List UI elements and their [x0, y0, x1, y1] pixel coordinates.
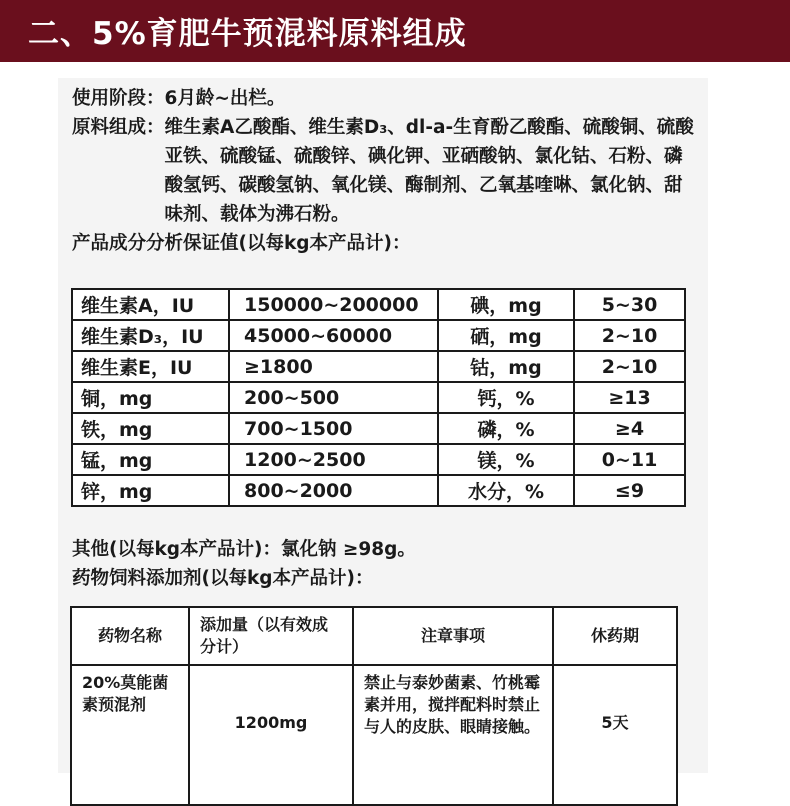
spec-item-2: 硒，mg [438, 320, 574, 351]
intro-section [72, 84, 702, 258]
spec-item-2: 镁，% [438, 444, 574, 475]
drug-notes: 禁止与泰妙菌素、竹桃霉素并用，搅拌配料时禁止与人的皮肤、眼睛接触。 [353, 665, 553, 805]
drug-table-header [71, 607, 677, 665]
usage-stage: 使用阶段：6月龄~出栏。 [72, 88, 286, 109]
other-line: 其他(以每kg本产品计)：氯化钠 ≥98g。 [72, 539, 416, 560]
drug-header-name: 药物名称 [71, 607, 189, 665]
spec-value-2: ≤9 [574, 475, 685, 506]
spec-row [72, 382, 685, 413]
spec-value: ≥1800 [229, 351, 438, 382]
drug-table-row [71, 665, 677, 805]
drug-header-amount: 添加量（以有效成分计） [189, 607, 353, 665]
banner-title: 二、5%育肥牛预混料原料组成 [28, 16, 467, 52]
header-banner [0, 0, 790, 62]
spec-item-2: 钴，mg [438, 351, 574, 382]
spec-item-2: 水分，% [438, 475, 574, 506]
spec-value: 200~500 [229, 382, 438, 413]
spec-value-2: 0~11 [574, 444, 685, 475]
spec-value-2: ≥13 [574, 382, 685, 413]
spec-item: 锌，mg [72, 475, 229, 506]
spec-item-2: 钙，% [438, 382, 574, 413]
spec-row [72, 320, 685, 351]
drug-name: 20%莫能菌素预混剂 [71, 665, 189, 805]
materials-label: 原料组成： [72, 117, 165, 138]
spec-item: 维生素A，IU [72, 289, 229, 320]
drug-amount: 1200mg [189, 665, 353, 805]
spec-item: 维生素D₃，IU [72, 320, 229, 351]
spec-value-2: 2~10 [574, 351, 685, 382]
spec-value: 700~1500 [229, 413, 438, 444]
spec-item-2: 碘，mg [438, 289, 574, 320]
spec-row [72, 475, 685, 506]
spec-value: 150000~200000 [229, 289, 438, 320]
drug-heading: 药物饲料添加剂(以每kg本产品计)： [72, 568, 374, 589]
spec-row [72, 289, 685, 320]
spec-value: 45000~60000 [229, 320, 438, 351]
spec-value-2: 2~10 [574, 320, 685, 351]
spec-row [72, 413, 685, 444]
spec-item: 维生素E，IU [72, 351, 229, 382]
drug-header-withdrawal: 休药期 [553, 607, 677, 665]
spec-row [72, 351, 685, 382]
spec-row [72, 444, 685, 475]
spec-item: 铁，mg [72, 413, 229, 444]
spec-value: 1200~2500 [229, 444, 438, 475]
analysis-heading: 产品成分分析保证值(以每kg本产品计)： [72, 233, 411, 254]
spec-value: 800~2000 [229, 475, 438, 506]
spec-value-2: 5~30 [574, 289, 685, 320]
spec-table [71, 288, 686, 507]
spec-item: 锰，mg [72, 444, 229, 475]
materials-list: 维生素A乙酸酯、维生素D₃、dl-a-生育酚乙酸酯、硫酸铜、硫酸亚铁、硫酸锰、硫酸锌、碘化钾、亚硒酸钠、氯化钴、石粉、磷酸氢钙、碳酸氢钠、氧化镁、酶制剂、乙氧基喹啉、氯化钠、甜味剂、载体为沸石粉。 [164, 117, 694, 225]
spec-value-2: ≥4 [574, 413, 685, 444]
drug-header-notes: 注章事项 [353, 607, 553, 665]
spec-item-2: 磷，% [438, 413, 574, 444]
materials-row [72, 113, 702, 229]
drug-withdrawal: 5天 [553, 665, 677, 805]
drug-table [70, 606, 678, 806]
spec-item: 铜，mg [72, 382, 229, 413]
other-section [72, 535, 416, 593]
